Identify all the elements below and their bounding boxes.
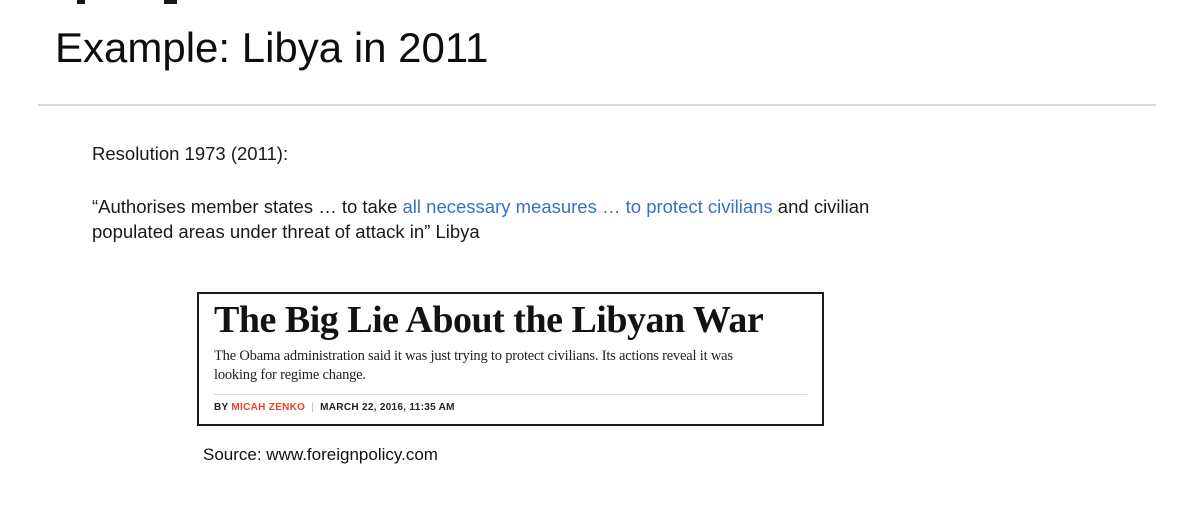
byline-prefix: BY (214, 402, 232, 413)
article-dek-line: The Obama administration said it was just trying to protect civilians. Its actions reveal it was (214, 348, 733, 364)
title-divider-line (38, 104, 1156, 106)
byline-divider-line (214, 394, 807, 395)
byline-author: MICAH ZENKO (231, 402, 306, 413)
article-byline (214, 402, 807, 413)
article-dek (214, 347, 807, 385)
quote-paragraph (92, 194, 869, 244)
quote-text: populated areas under threat of attack in” Libya (92, 221, 480, 242)
article-headline: The Big Lie About the Libyan War (214, 299, 764, 341)
cutoff-text-descender (77, 0, 85, 4)
resolution-heading: Resolution 1973 (2011): (92, 143, 289, 164)
quote-text: and civilian (772, 196, 870, 217)
article-dek-line: looking for regime change. (214, 367, 366, 383)
byline-separator: | (311, 402, 315, 413)
slide-title: Example: Libya in 2011 (55, 24, 489, 71)
byline-date: MARCH 22, 2016, 11:35 AM (320, 402, 455, 413)
source-caption: Source: www.foreignpolicy.com (203, 445, 438, 464)
quote-accent-text: all necessary measures … to protect civilians (402, 196, 773, 217)
quote-line (92, 219, 869, 244)
quote-line (92, 194, 869, 219)
news-clipping (197, 292, 824, 426)
quote-text: “Authorises member states … to take (92, 196, 403, 217)
cutoff-text-descender (164, 0, 177, 4)
